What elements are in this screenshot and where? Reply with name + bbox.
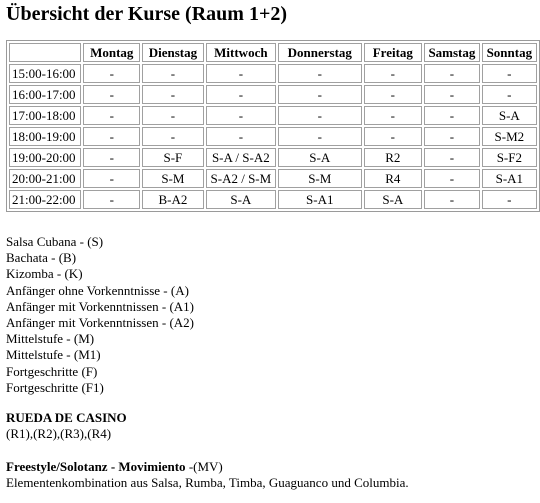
legend-item: Mittelstufe - (M) [6,331,95,347]
rueda-section [6,410,127,442]
freestyle-heading-code: -(MV) [185,459,223,474]
day-header: Freitag [364,43,423,62]
day-header: Mittwoch [206,43,276,62]
course-cell: S-F2 [482,148,537,167]
course-cell: S-M [278,169,362,188]
freestyle-section [6,459,409,491]
course-cell: - [482,190,537,209]
course-cell: - [278,106,362,125]
course-cell: - [364,106,423,125]
day-header: Samstag [424,43,480,62]
course-cell: - [142,127,204,146]
course-cell: - [364,127,423,146]
course-cell: B-A2 [142,190,204,209]
course-cell: S-F [142,148,204,167]
day-header: Donnerstag [278,43,362,62]
course-cell: - [83,106,140,125]
course-cell: - [142,106,204,125]
legend-item: Anfänger ohne Vorkenntnisse - (A) [6,282,189,298]
course-cell: S-M [142,169,204,188]
rueda-heading: RUEDA DE CASINO [6,410,127,425]
time-slot-cell: 15:00-16:00 [9,64,81,83]
table-row [9,190,537,209]
legend-item: Mittelstufe - (M1) [6,347,101,363]
course-cell: S-M2 [482,127,537,146]
time-slot-cell: 17:00-18:00 [9,106,81,125]
course-cell: - [142,85,204,104]
course-cell: - [424,148,480,167]
day-header: Sonntag [482,43,537,62]
course-cell: - [364,85,423,104]
time-slot-cell: 19:00-20:00 [9,148,81,167]
legend-item: Bachata - (B) [6,250,77,266]
time-slot-cell: 21:00-22:00 [9,190,81,209]
table-row [9,85,537,104]
course-cell: - [83,169,140,188]
course-cell: S-A1 [278,190,362,209]
freestyle-description: Elementenkombination aus Salsa, Rumba, Timba, Guaguanco und Columbia. [6,475,409,490]
course-cell: - [424,85,480,104]
legend-item: Anfänger mit Vorkenntnissen - (A2) [6,315,194,331]
course-cell: R4 [364,169,423,188]
course-cell: S-A1 [482,169,537,188]
time-slot-cell: 16:00-17:00 [9,85,81,104]
table-row [9,148,537,167]
course-cell: - [206,106,276,125]
corner-cell [9,43,81,62]
course-cell: - [83,85,140,104]
course-cell: S-A [364,190,423,209]
course-cell: - [83,127,140,146]
course-cell: - [424,64,480,83]
table-header-row [9,43,537,62]
course-cell: R2 [364,148,423,167]
course-cell: - [83,190,140,209]
course-cell: - [424,190,480,209]
course-cell: - [83,64,140,83]
course-cell: - [424,127,480,146]
table-row [9,106,537,125]
course-cell: - [206,85,276,104]
freestyle-heading [6,459,409,475]
course-cell: - [206,127,276,146]
table-row [9,127,537,146]
course-cell: S-A2 / S-M [206,169,276,188]
time-slot-cell: 18:00-19:00 [9,127,81,146]
legend-item: Salsa Cubana - (S) [6,234,104,249]
course-cell: - [482,64,537,83]
course-legend [6,234,194,396]
rueda-codes: (R1),(R2),(R3),(R4) [6,426,112,441]
time-slot-cell: 20:00-21:00 [9,169,81,188]
course-schedule-table [6,40,540,212]
table-row [9,64,537,83]
course-cell: - [278,127,362,146]
course-cell: S-A [482,106,537,125]
course-cell: - [482,85,537,104]
course-cell: - [364,64,423,83]
day-header: Montag [83,43,140,62]
course-cell: S-A [278,148,362,167]
course-cell: - [278,85,362,104]
course-cell: - [142,64,204,83]
page-title: Übersicht der Kurse (Raum 1+2) [6,3,287,25]
table-row [9,169,537,188]
course-cell: S-A [206,190,276,209]
freestyle-heading-bold: Freestyle/Solotanz - Movimiento [6,459,186,474]
course-cell: - [424,106,480,125]
course-cell: - [278,64,362,83]
course-cell: - [83,148,140,167]
legend-item: Anfänger mit Vorkenntnissen - (A1) [6,298,194,314]
legend-item: Kizomba - (K) [6,266,83,282]
course-cell: - [424,169,480,188]
course-cell: S-A / S-A2 [206,148,276,167]
legend-item: Fortgeschritte (F) [6,363,98,379]
day-header: Dienstag [142,43,204,62]
course-cell: - [206,64,276,83]
legend-item: Fortgeschritte (F1) [6,379,104,395]
